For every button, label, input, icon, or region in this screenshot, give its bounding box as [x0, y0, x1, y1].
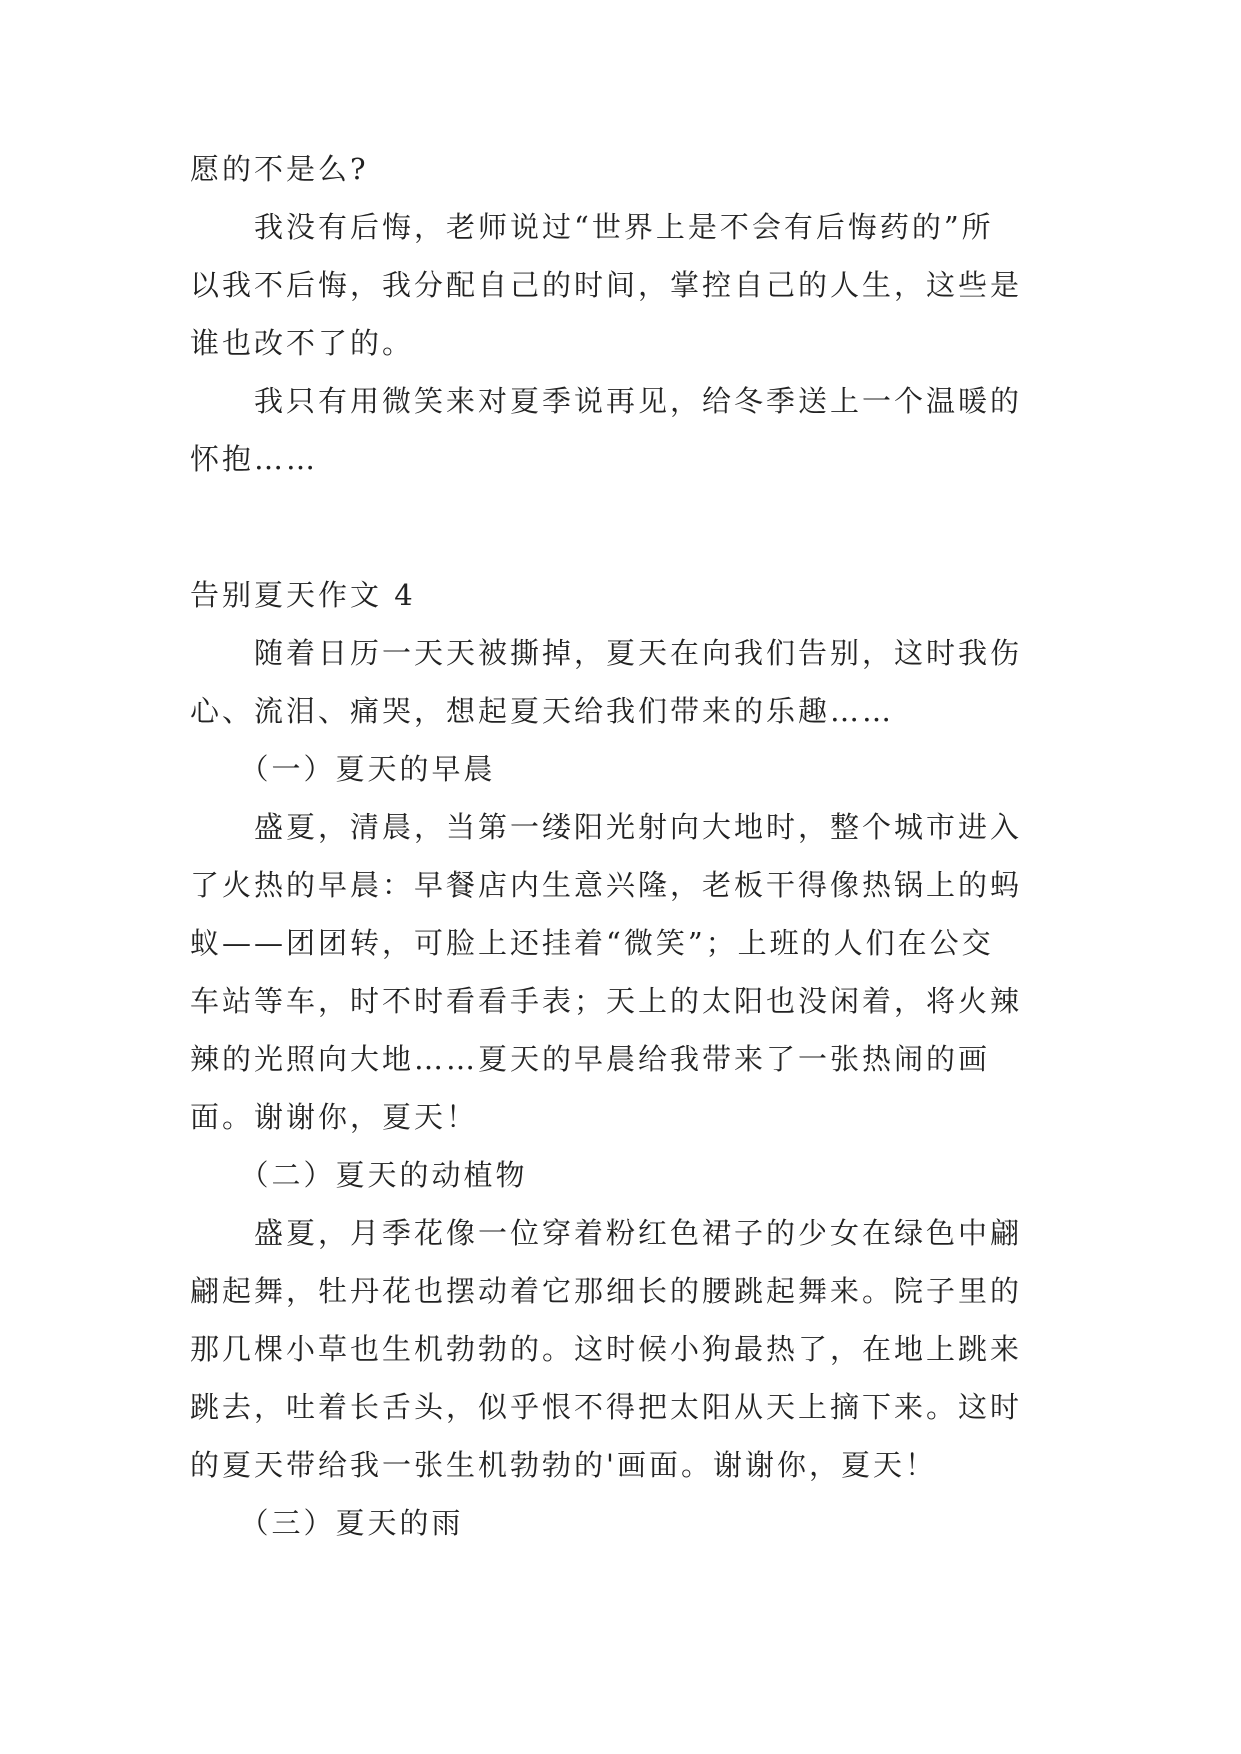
text-line: 车站等车，时不时看看手表；天上的太阳也没闲着，将火辣 [190, 984, 1023, 1018]
text-line: 跳去，吐着长舌头，似乎恨不得把太阳从天上摘下来。这时 [190, 1390, 1023, 1424]
subheading: （二）夏天的动植物 [190, 1158, 528, 1192]
text-line: 盛夏，月季花像一位穿着粉红色裙子的少女在绿色中翩 [190, 1216, 1023, 1250]
text-line: 的夏天带给我一张生机勃勃的'画面。谢谢你，夏天！ [190, 1448, 937, 1482]
subheading: （一）夏天的早晨 [190, 752, 496, 786]
text-line: 翩起舞，牡丹花也摆动着它那细长的腰跳起舞来。院子里的 [190, 1274, 1023, 1308]
text-line: 了火热的早晨：早餐店内生意兴隆，老板干得像热锅上的蚂 [190, 868, 1023, 902]
section-title: 告别夏天作文 4 [190, 578, 416, 612]
text-line: 我没有后悔，老师说过“世界上是不会有后悔药的”所 [190, 210, 994, 244]
text-line: 怀抱…… [190, 442, 319, 476]
text-line: 盛夏，清晨，当第一缕阳光射向大地时，整个城市进入 [190, 810, 1023, 844]
text-line: 那几棵小草也生机勃勃的。这时候小狗最热了，在地上跳来 [190, 1332, 1023, 1366]
text-line: 愿的不是么? [190, 152, 369, 186]
text-line: 以我不后悔，我分配自己的时间，掌控自己的人生，这些是 [190, 268, 1023, 302]
subheading: （三）夏天的雨 [190, 1506, 464, 1540]
text-line: 辣的光照向大地……夏天的早晨给我带来了一张热闹的画 [190, 1042, 991, 1076]
text-line: 我只有用微笑来对夏季说再见，给冬季送上一个温暖的 [190, 384, 1023, 418]
text-line: 蚁——团团转，可脸上还挂着“微笑”；上班的人们在公交 [190, 926, 994, 960]
text-line: 心、流泪、痛哭，想起夏天给我们带来的乐趣…… [190, 694, 895, 728]
text-line: 随着日历一天天被撕掉，夏天在向我们告别，这时我伤 [190, 636, 1023, 670]
text-line: 面。谢谢你，夏天！ [190, 1100, 479, 1134]
text-line: 谁也改不了的。 [190, 326, 415, 360]
